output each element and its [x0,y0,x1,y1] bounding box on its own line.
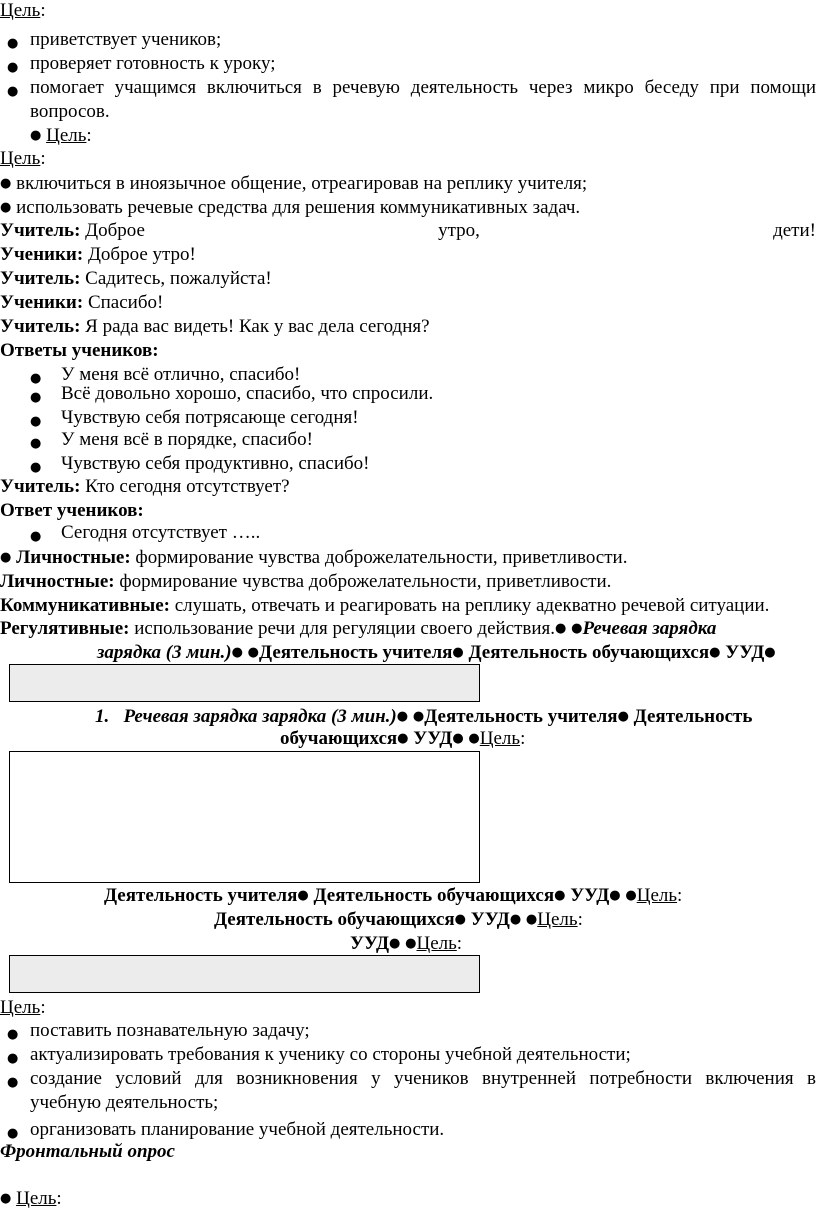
bullet-icon: ● [452,731,464,746]
bullet-icon: ● [617,709,629,724]
bullet-icon: ● [412,709,425,724]
bullet-icon: ● [0,1191,12,1206]
bullet-icon: ● [468,731,480,746]
uud-personal-bulleted: ● Личностные: формирование чувства доброжелательности, приветливости. [0,547,628,568]
goal-heading-5: ● Цель: [0,1188,62,1209]
stage-headers-line: зарядка (3 мин.)● ●Деятельность учителя● Деятельность обучающихся● УУД● [97,642,776,663]
bullet-icon: ● [405,936,417,951]
bullet-icon: ● [554,888,566,903]
bullet-icon: ● [7,1027,19,1042]
uud-personal: Личностные: формирование чувства доброжелательности, приветливости. [0,571,612,592]
frontal-survey-title: Фронтальный опрос [0,1141,175,1162]
dialogue-line-1: Учитель: Доброе утро, дети! [0,220,816,241]
goal-heading-1: Цель: [0,0,46,21]
stage-heading-numbered-cont: обучающихся● УУД● ●Цель: [280,728,526,749]
bullet-icon: ● [7,1126,19,1141]
bullet-icon: ● [609,888,621,903]
dialogue-line-6: Учитель: Кто сегодня отсутствует? [0,476,290,497]
goal3-2: актуализировать требования к ученику со стороны учебной деятельности; [30,1044,631,1065]
bullet-icon: ● [231,645,243,660]
answer-single: Сегодня отсутствует ….. [61,522,261,543]
empty-table-cell [9,664,480,702]
teacher-goal-1: приветствует учеников; [30,29,222,50]
answers-title: Ответы учеников: [0,340,159,361]
bullet-icon: ● [454,912,467,927]
uud-communicative: Коммуникативные: слушать, отвечать и реагировать на реплику адекватно речевой ситуации. [0,595,770,616]
bullet-icon: ● [7,60,19,75]
dialogue-line-5: Учитель: Я рада вас видеть! Как у вас дела сегодня? [0,316,430,337]
bullet-icon: ● [30,128,42,143]
bullet-icon: ● [30,529,42,544]
headers-row-1: Деятельность учителя● Деятельность обучающихся● УУД● ●Цель: [104,885,683,906]
dialogue-line-3: Учитель: Садитесь, пожалуйста! [0,268,272,289]
goal3-3-cont: учебную деятельность; [30,1092,219,1113]
teacher-goal-3: помогает учащимся включиться в речевую деятельность через микро беседу при помощи [30,77,816,98]
answer-4: У меня всё в порядке, спасибо! [61,429,313,450]
answer-5: Чувствую себя продуктивно, спасибо! [61,453,370,474]
answer-3: Чувствую себя потрясающе сегодня! [61,407,359,428]
student-goal-2: ● использовать речевые средства для решения коммуникативных задач. [0,197,581,218]
goal3-1: поставить познавательную задачу; [30,1020,310,1041]
bullet-icon: ● [30,436,42,451]
headers-row-2: Деятельность обучающихся● УУД● ●Цель: [214,909,583,930]
answer-1: У меня всё отлично, спасибо! [61,364,301,385]
headers-row-3: УУД● ●Цель: [350,933,463,954]
student-goal-1: ● включиться в иноязычное общение, отреагировав на реплику учителя; [0,173,588,194]
bullet-icon: ● [7,1051,19,1066]
bullet-icon: ● [509,912,522,927]
bullet-icon: ● [396,709,409,724]
bullet-icon: ● [525,912,538,927]
bullet-icon: ● [30,460,42,475]
bullet-icon: ● [7,36,19,51]
bullet-icon: ● [7,84,19,99]
teacher-goal-2: проверяет готовность к уроку; [30,53,276,74]
empty-table-cell-large [9,751,480,883]
bullet-icon: ● [764,645,776,660]
goal3-4: организовать планирование учебной деятельности. [30,1119,445,1140]
answer-2: Всё довольно хорошо, спасибо, что спросили. [61,383,434,404]
bullet-icon: ● [297,888,309,903]
bullet-icon: ● [555,621,567,636]
bullet-icon: ● [0,550,12,565]
dialogue-line-2: Ученики: Доброе утро! [0,244,196,265]
bullet-icon: ● [0,200,12,215]
goal-heading-2: ● Цель: [30,125,92,146]
bullet-icon: ● [452,645,464,660]
bullet-icon: ● [30,414,42,429]
empty-table-cell-2 [9,955,480,993]
bullet-icon: ● [7,1075,19,1090]
bullet-icon: ● [709,645,721,660]
bullet-icon: ● [397,731,409,746]
bullet-icon: ● [0,176,12,191]
bullet-icon: ● [30,371,42,386]
uud-regulative: Регулятивные: использование речи для регуляции своего действия.● ●Речевая зарядка [0,618,717,639]
bullet-icon: ● [247,645,260,660]
bullet-icon: ● [571,621,583,636]
bullet-icon: ● [625,888,637,903]
dialogue-line-4: Ученики: Спасибо! [0,292,164,313]
goal-heading-3: Цель: [0,148,46,169]
teacher-goal-3-cont: вопросов. [30,101,110,122]
goal3-3: создание условий для возникновения у учеников внутренней потребности включения в [30,1068,816,1089]
stage-heading-numbered: 1. Речевая зарядка зарядка (3 мин.)● ●Деятельность учителя● Деятельность [95,706,753,727]
goal-heading-4: Цель: [0,997,46,1018]
bullet-icon: ● [30,390,42,405]
bullet-icon: ● [389,936,401,951]
answer-title: Ответ учеников: [0,500,144,521]
